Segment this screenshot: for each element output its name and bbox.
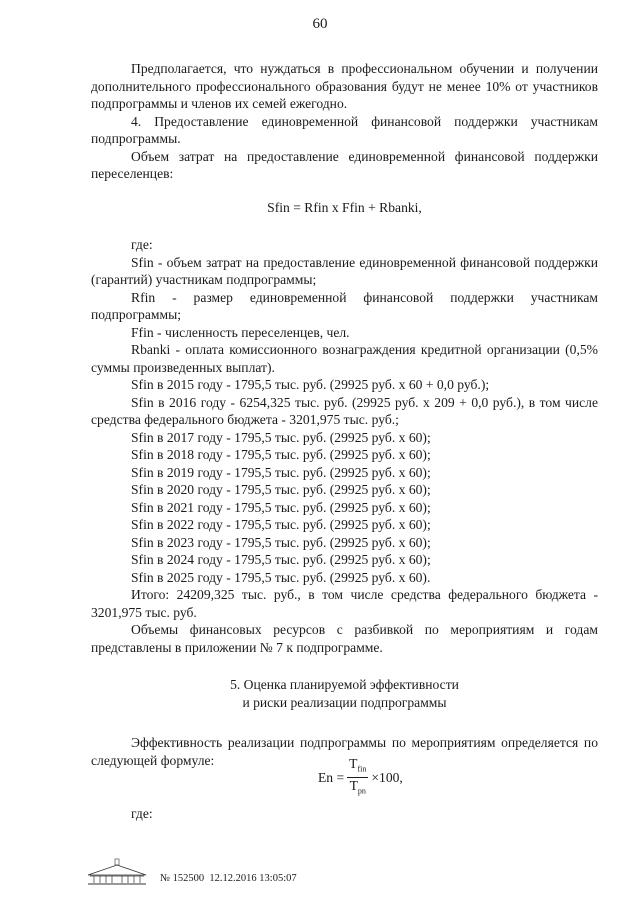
definition-rbanki: Rbanki - оплата комиссионного вознаграждения кредитной организации (0,5% суммы произведенных выплат). [91,342,598,375]
definition-sfin: Sfin - объем затрат на предоставление единовременной финансовой поддержки (гарантий) участникам подпрограммы; [91,254,598,287]
document-body [91,60,598,769]
definition-ffin: Ffin - численность переселенцев, чел. [131,324,350,340]
footer-doc-number: № 152500 [160,873,205,884]
formula-fraction [347,757,368,798]
formula-denominator: $T_{pn}$ [349,777,366,796]
page-number: 60 [312,16,328,32]
year-2022: Sfin в 2022 году - 1795,5 тыс. руб. (29925 руб. x 60); [131,517,431,532]
year-2021: Sfin в 2021 году - 1795,5 тыс. руб. (29925 руб. x 60); [131,499,431,515]
year-2019: Sfin в 2019 году - 1795,5 тыс. руб. (29925 руб. x 60); [131,464,431,480]
paragraph-cost-volume: Объем затрат на предоставление единовременной финансовой поддержки переселенцев: [91,148,598,181]
formula-sfin: Sfin = Rfin x Ffin + Rbanki, [267,199,422,215]
formula-efficiency [318,757,403,798]
footer-datetime: 12.12.2016 13:05:07 [209,873,297,884]
section-title-line-1: 5. Оценка планируемой эффективности [230,677,459,692]
year-2018: Sfin в 2018 году - 1795,5 тыс. руб. (29925 руб. x 60); [131,447,431,462]
efficiency-text: Эффективность реализации подпрограммы по мероприятиям определяется по следующей формуле: [91,735,598,768]
formula-rhs: ×100, [371,769,403,785]
paragraph-training: Предполагается, что нуждаться в профессиональном обучении и получении дополнительного профессионального образования будут не менее 10% от участников подпрограммы и членов их семей ежегодно. [91,61,598,111]
total-line: Итого: 24209,325 тыс. руб., в том числе средства федерального бюджета - 3201,975 тыс. руб. [91,587,598,620]
year-2024: Sfin в 2024 году - 1795,5 тыс. руб. (29925 руб. x 60); [131,552,431,567]
formula-numerator: $T_{fin}$ [347,757,368,778]
year-2017: Sfin в 2017 году - 1795,5 тыс. руб. (29925 руб. x 60); [131,429,431,445]
where-label: где: [131,237,153,252]
year-2025: Sfin в 2025 году - 1795,5 тыс. руб. (29925 руб. x 60). [131,569,431,585]
year-2020: Sfin в 2020 году - 1795,5 тыс. руб. (29925 руб. x 60); [131,482,431,497]
where-label-2: где: [131,806,153,821]
definition-rfin: Rfin - размер единовременной финансовой поддержки участникам подпрограммы; [91,289,598,322]
year-2015: Sfin в 2015 году - 1795,5 тыс. руб. (29925 руб. x 60 + 0,0 руб.); [131,377,490,392]
year-2016: Sfin в 2016 году - 6254,325 тыс. руб. (29925 руб. x 209 + 0,0 руб.), в том числе средства федерального бюджета - 3201,975 тыс. руб.; [91,394,598,427]
section-title-line-2: и риски реализации подпрограммы [242,695,447,710]
year-2023: Sfin в 2023 году - 1795,5 тыс. руб. (29925 руб. x 60); [131,534,431,550]
formula-lhs: En = [318,769,345,785]
resources-note: Объемы финансовых ресурсов с разбивкой по мероприятиям и годам представлены в приложении № 7 к подпрограмме. [91,622,598,655]
paragraph-item-4: 4. Предоставление единовременной финансовой поддержки участникам подпрограммы. [91,113,598,146]
government-building-stamp-icon [82,857,152,887]
section-title [91,676,598,712]
document-footer [160,873,297,884]
